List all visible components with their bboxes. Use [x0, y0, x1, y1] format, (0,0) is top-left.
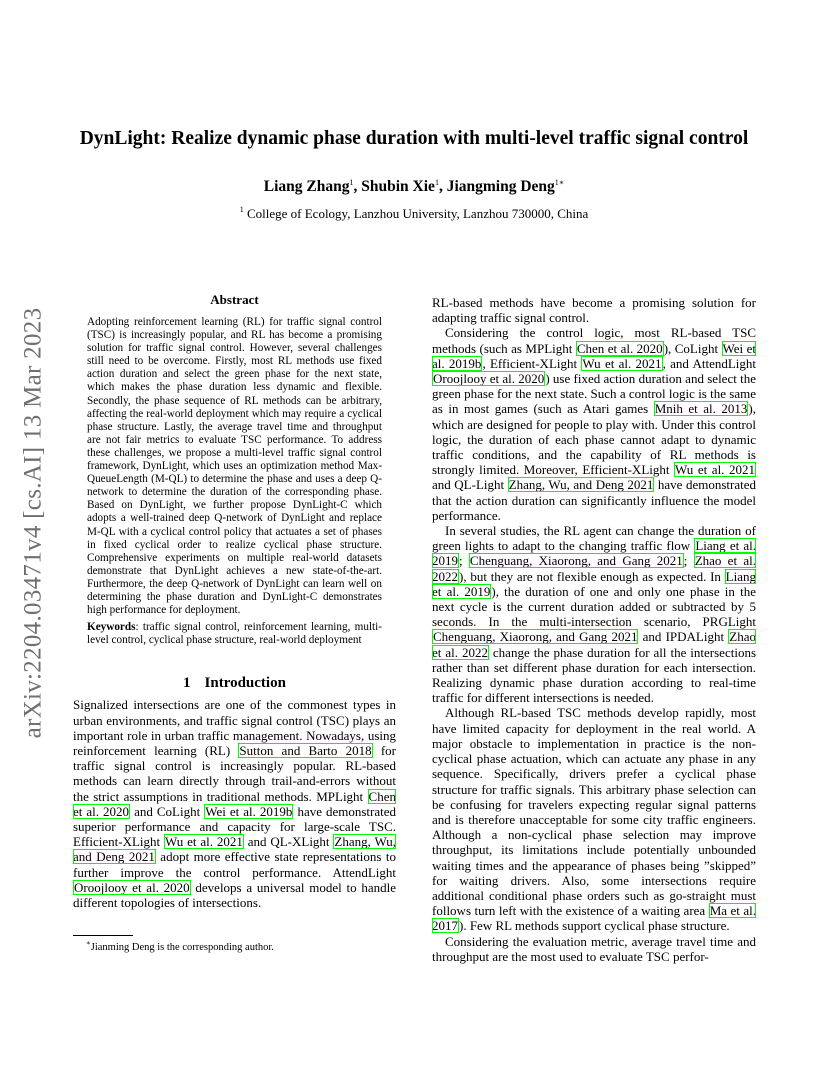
paragraph-text: adopt more effective state representations to further improve the control performance. AttendLight — [73, 849, 396, 880]
footnote-marker: ∗ — [86, 939, 91, 947]
citation-link[interactable]: Mnih et al. 2013 — [654, 401, 748, 417]
citation-link[interactable]: Liang et al. 2019 — [432, 538, 756, 569]
abstract-text: Adopting reinforcement learning (RL) for traffic signal control (TSC) is increasingly popular, and RL has become a promising solution for traffic signal control. However, several challenges still need to be overcome. Firstly, most RL methods use fixed action duration and select the green phase for the next state, which makes the phase duration less dynamic and flexible. Secondly, the phase sequence of RL methods can be arbitrary, affecting the real-world deployment which may require a cyclical phase structure. Lastly, the average travel time and throughput are not fair metrics to evaluate TSC performance. To address these challenges, we propose a multi-level traffic signal control framework, DynLight, which uses an optimization method Max-QueueLength (M-QL) to determine the phase and uses a deep Q-network to determine the duration of the corresponding phase. Based on DynLight, we further propose DynLight-C which adopts a well-trained deep Q-network of DynLight and replace M-QL with a cyclical control policy that actuates a set of phases in fixed cyclical order to realize cyclical phase structure. Comprehensive experiments on multiple real-world datasets demonstrate that DynLight achieves a new state-of-the-art. Furthermore, the deep Q-network of DynLight can learn well on determining the phase duration and DynLight-C demonstrates high performance for deployment. — [87, 316, 382, 617]
paragraph-text: ; — [459, 553, 469, 569]
footnote-text: Jianming Deng is the corresponding author. — [90, 942, 274, 953]
affiliation-text: College of Ecology, Lanzhou University, Lanzhou 730000, China — [243, 206, 589, 221]
paragraph-text: and QL-Light — [432, 477, 508, 493]
citation-link[interactable]: Zhang, Wu, and Deng 2021 — [73, 834, 397, 865]
paragraph-text: Considering the evaluation metric, average travel time and throughput are the most used to evaluate TSC perfor- — [432, 933, 756, 964]
body-paragraph — [432, 523, 756, 705]
paragraph-text: Although RL-based TSC methods develop rapidly, most have limited capacity for deployment in the real world. A major obstacle to implementation in practice is the non-cyclical phase actuation, which can actuate any phase in any sequence. Specifically, drivers prefer a cyclical phase structure for traffic signals. This arbitrary phase selection can be confusing for travelers expecting regular signal patterns and is therefore unacceptable for some city traffic engineers. Although a non-cyclical phase selection may improve throughput, its limitations include potentially unbounded waiting times and the appearance of phases being ”skipped” for waiting drivers. Also, some intersections require additional conditional phase orders such as go-straight must follows turn left with the existence of a waiting area — [432, 705, 756, 919]
body-paragraph — [432, 295, 756, 325]
paragraph-text: Considering the control logic, most RL-based TSC methods (such as MPLight — [432, 325, 756, 356]
citation-link[interactable]: Wu et al. 2021 — [164, 834, 243, 850]
author-name: Shubin Xie — [361, 178, 435, 195]
citation-link[interactable]: Oroojlooy et al. 2020 — [74, 879, 190, 895]
citation-link[interactable]: Zhao et al. 2022 — [432, 629, 756, 660]
arxiv-identifier-stamp — [18, 290, 48, 755]
citation-link[interactable]: Wu et al. 2021 — [582, 355, 662, 371]
citation-link[interactable]: Chenguang, Xiaorong, and Gang 2021 — [433, 629, 638, 645]
section-number: 1 — [183, 675, 191, 692]
left-column — [73, 292, 396, 910]
paragraph-text: ), which are designed for people to play with. Under this control logic, the duration of each phase cannot adapt to dynamic traffic conditions, and the capability of RL methods is strongly limited. Moreover, Efficient-XLight — [432, 401, 756, 478]
body-paragraph — [432, 705, 756, 933]
author-name: Jiangming Deng — [446, 178, 555, 195]
affiliation-marker: 1 — [239, 205, 244, 214]
paragraph-text: ). Few RL methods support cyclical phase structure. — [459, 918, 730, 934]
abstract-heading: Abstract — [210, 292, 259, 307]
author-affiliation-marker: 1 — [434, 178, 439, 187]
citation-link[interactable]: Ma et al. 2017 — [432, 903, 756, 934]
paragraph-text: ) use fixed action duration and select the green phase for the next state. Such a control logic is the same as in most games (such as Atari games — [432, 371, 756, 417]
citation-link[interactable]: Wei et al. 2019b — [432, 340, 756, 371]
author-separator: , — [353, 178, 362, 195]
paragraph-text: and QL-XLight — [243, 834, 334, 850]
footnote-rule — [73, 935, 133, 936]
paragraph-text: and IPDALight — [638, 629, 729, 645]
author-list — [0, 178, 828, 196]
paragraph-text: have demonstrated superior performance and capacity for large-scale TSC. Efficient-XLight — [73, 803, 397, 850]
paragraph-text: ), CoLight — [663, 340, 722, 356]
arxiv-stamp-text: arXiv:2204.03471v4 [cs.AI] 13 Mar 2023 — [19, 307, 46, 738]
paragraph-text: have demonstrated that the action duration can significantly influence the model performance. — [432, 477, 757, 523]
introduction-body-right — [432, 295, 756, 964]
footnote — [86, 939, 274, 953]
paragraph-text: ), but they are not flexible enough as expected. In — [459, 568, 725, 584]
paper-title: DynLight: Realize dynamic phase duration with multi-level traffic signal control — [79, 128, 749, 149]
citation-link[interactable]: Chen et al. 2020 — [73, 788, 396, 819]
author-affiliation-marker: 1∗ — [554, 178, 565, 187]
paragraph-text: ; — [683, 553, 694, 569]
right-column — [432, 295, 756, 964]
keywords — [87, 621, 382, 647]
citation-link[interactable]: Liang et al. 2019 — [432, 568, 756, 599]
body-paragraph — [73, 697, 396, 910]
paragraph-text: RL-based methods have become a promising solution for adapting traffic signal control. — [432, 295, 756, 326]
author-affiliation-marker: 1 — [349, 178, 354, 187]
author-separator: , — [438, 178, 447, 195]
citation-link[interactable]: Zhang, Wu, and Deng 2021 — [508, 477, 654, 493]
citation-link[interactable]: Sutton and Barto 2018 — [239, 742, 372, 758]
citation-link[interactable]: Chen et al. 2020 — [576, 340, 663, 356]
keywords-label: Keywords — [87, 621, 136, 634]
section-heading-introduction — [73, 675, 396, 692]
author-name: Liang Zhang — [263, 178, 350, 195]
citation-link[interactable]: Zhao et al. 2022 — [432, 553, 756, 584]
body-paragraph — [432, 325, 756, 523]
citation-link[interactable]: Wei et al. 2019b — [205, 803, 293, 819]
paragraph-text: , and AttendLight — [662, 355, 757, 371]
paragraph-text: In several studies, the RL agent can change the duration of green lights to adapt to the changing traffic flow — [432, 523, 756, 554]
paragraph-text: change the phase duration for all the intersections rather than set different phase duration for each intersection. Realizing dynamic phase duration according to real-time traffic for different intersections is needed. — [432, 644, 757, 706]
paragraph-text: for traffic signal control is increasingly popular. RL-based methods can learn directly through trail-and-errors without the strict assumptions in traditional methods. MPLight — [73, 742, 396, 804]
citation-link[interactable]: Chenguang, Xiaorong, and Gang 2021 — [469, 553, 683, 569]
body-paragraph — [432, 934, 756, 964]
citation-link[interactable]: Wu et al. 2021 — [675, 462, 755, 478]
paragraph-text: develops a universal model to handle different topologies of intersections. — [73, 879, 396, 910]
affiliation — [0, 205, 828, 222]
paragraph-text: , Efficient-XLight — [482, 355, 582, 371]
citation-link[interactable]: Oroojlooy et al. 2020 — [433, 371, 545, 387]
introduction-body-left — [73, 697, 396, 910]
paragraph-text: and CoLight — [130, 803, 205, 819]
section-title: Introduction — [204, 675, 286, 692]
paragraph-text: Signalized intersections are one of the commonest types in urban environments, and traffic signal control (TSC) plays an important role in urban traffic management. Nowadays, using reinforcement learning (RL) — [73, 697, 396, 758]
paragraph-text: ), the duration of one and only one phase in the next cycle is the current duration added or subtracted by 5 seconds. In the multi-intersection scenario, PRGLight — [432, 583, 756, 630]
keywords-text: : traffic signal control, reinforcement learning, multi-level control, cyclical phase structure, real-world deployment — [87, 621, 382, 647]
